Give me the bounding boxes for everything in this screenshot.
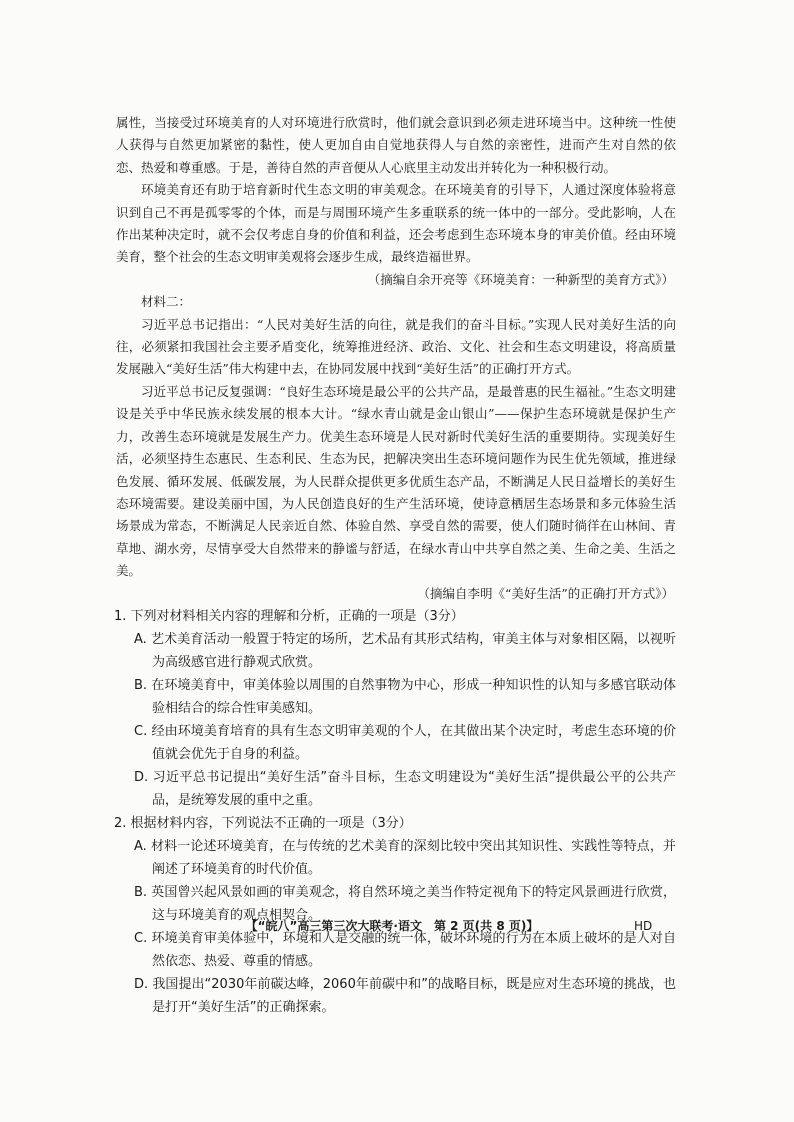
question-1-option-b: B. 在环境美育中，审美体验以周围的自然事物为中心，形成一种知识性的认知与多感官联动体验相结合的综合性审美感知。 (134, 677, 676, 716)
question-2-option-c: C. 环境美育审美体验中，环境和人是交融的统一体，破坏环境的行为在本质上破坏的是人对自然依恋、热爱、尊重的情感。 (134, 930, 676, 969)
question-2-option-b: B. 英国曾兴起风景如画的审美观念，将自然环境之美当作特定视角下的特定风景画进行欣赏，这与环境美育的观点相契合。 (134, 884, 676, 923)
page-content (116, 112, 676, 1019)
question-1-option-d: D. 习近平总书记提出“美好生活”奋斗目标，生态文明建设为“美好生活”提供最公平的公共产品，是统筹发展的重中之重。 (134, 769, 676, 808)
question-2-option-a: A. 材料一论述环境美育，在与传统的艺术美育的深刻比较中突出其知识性、实践性等特点，并阐述了环境美育的时代价值。 (134, 838, 676, 877)
question-2-option-d: D. 我国提出“2030年前碳达峰，2060年前碳中和”的战略目标，既是应对生态环境的挑战，也是打开“美好生活”的正确探索。 (134, 976, 676, 1015)
page-footer (0, 916, 794, 936)
material1-paragraph-2: 环境美育还有助于培育新时代生态文明的审美观念。在环境美育的引导下，人通过深度体验将意识到自己不再是孤零零的个体，而是与周围环境产生多重联系的统一体中的一部分。受此影响，人在作出某种决定时，就不会仅考虑自身的价值和利益，还会考虑到生态环境本身的审美价值。经由环境美育，整个社会的生态文明审美观将会逐步生成，最终造福世界。 (116, 182, 676, 265)
footer-exam-info: 【“皖八”高三第三次大联考·语文 第 2 页(共 8 页)】 (245, 919, 539, 933)
footer-code: HD (634, 919, 653, 933)
question-1-option-c: C. 经由环境美育培育的具有生态文明审美观的个人，在其做出某个决定时，考虑生态环境的价值就会优先于自身的利益。 (134, 723, 676, 762)
material2-heading: 材料二： (141, 294, 192, 310)
question-1-option-a: A. 艺术美育活动一般置于特定的场所，艺术品有其形式结构，审美主体与对象相区隔，以视听为高级感官进行静观式欣赏。 (134, 631, 676, 670)
material2-paragraph-1: 习近平总书记指出：“人民对美好生活的向往，就是我们的奋斗目标。”实现人民对美好生活的向往，必须紧扣我国社会主要矛盾变化，统筹推进经济、政治、文化、社会和生态文明建设，将高质量发展融入“美好生活”伟大构建中去，在协同发展中找到“美好生活”的正确打开方式。 (116, 316, 676, 377)
question-1 (116, 605, 676, 812)
material1-paragraph-1: 属性，当接受过环境美育的人对环境进行欣赏时，他们就会意识到必须走进环境当中。这种统一性使人获得与自然更加紧密的黏性，使人更加自由自觉地获得人与自然的亲密性，进而产生对自然的依恋、热爱和尊重感。于是，善待自然的声音便从人心底里主动发出并转化为一种积极行动。 (116, 115, 676, 175)
question-2-stem: 2. 根据材料内容，下列说法不正确的一项是（3分） (114, 815, 412, 831)
material2-source: （摘编自李明《“美好生活”的正确打开方式》） (417, 585, 674, 601)
material2-paragraph-2: 习近平总书记反复强调：“良好生态环境是最公平的公共产品，是最普惠的民生福祉。”生态文明建设是关乎中华民族永续发展的根本大计。“绿水青山就是金山银山”——保护生态环境就是保护生产力，改善生态环境就是发展生产力。优美生态环境是人民对新时代美好生活的重要期待。实现美好生活，必须坚持生态惠民、生态利民、生态为民，把解决突出生态环境问题作为民生优先领域，推进绿色发展、循环发展、低碳发展，为人民群众提供更多优质生态产品，不断满足人民日益增长的美好生态环境需要。建设美丽中国，为人民创造良好的生产生活环境，使诗意栖居生态场景和多元体验生活场景成为常态，不断满足人民亲近自然、体验自然、享受自然的需要，使人们随时徜徉在山林间、青草地、湖水旁，尽情享受大自然带来的静谧与舒适，在绿水青山中共享自然之美、生命之美、生活之美。 (116, 383, 676, 579)
question-1-stem: 1. 下列对材料相关内容的理解和分析，正确的一项是（3分） (114, 608, 464, 624)
material1-source: （摘编自余开亮等《环境美育：一种新型的美育方式》） (367, 271, 674, 287)
